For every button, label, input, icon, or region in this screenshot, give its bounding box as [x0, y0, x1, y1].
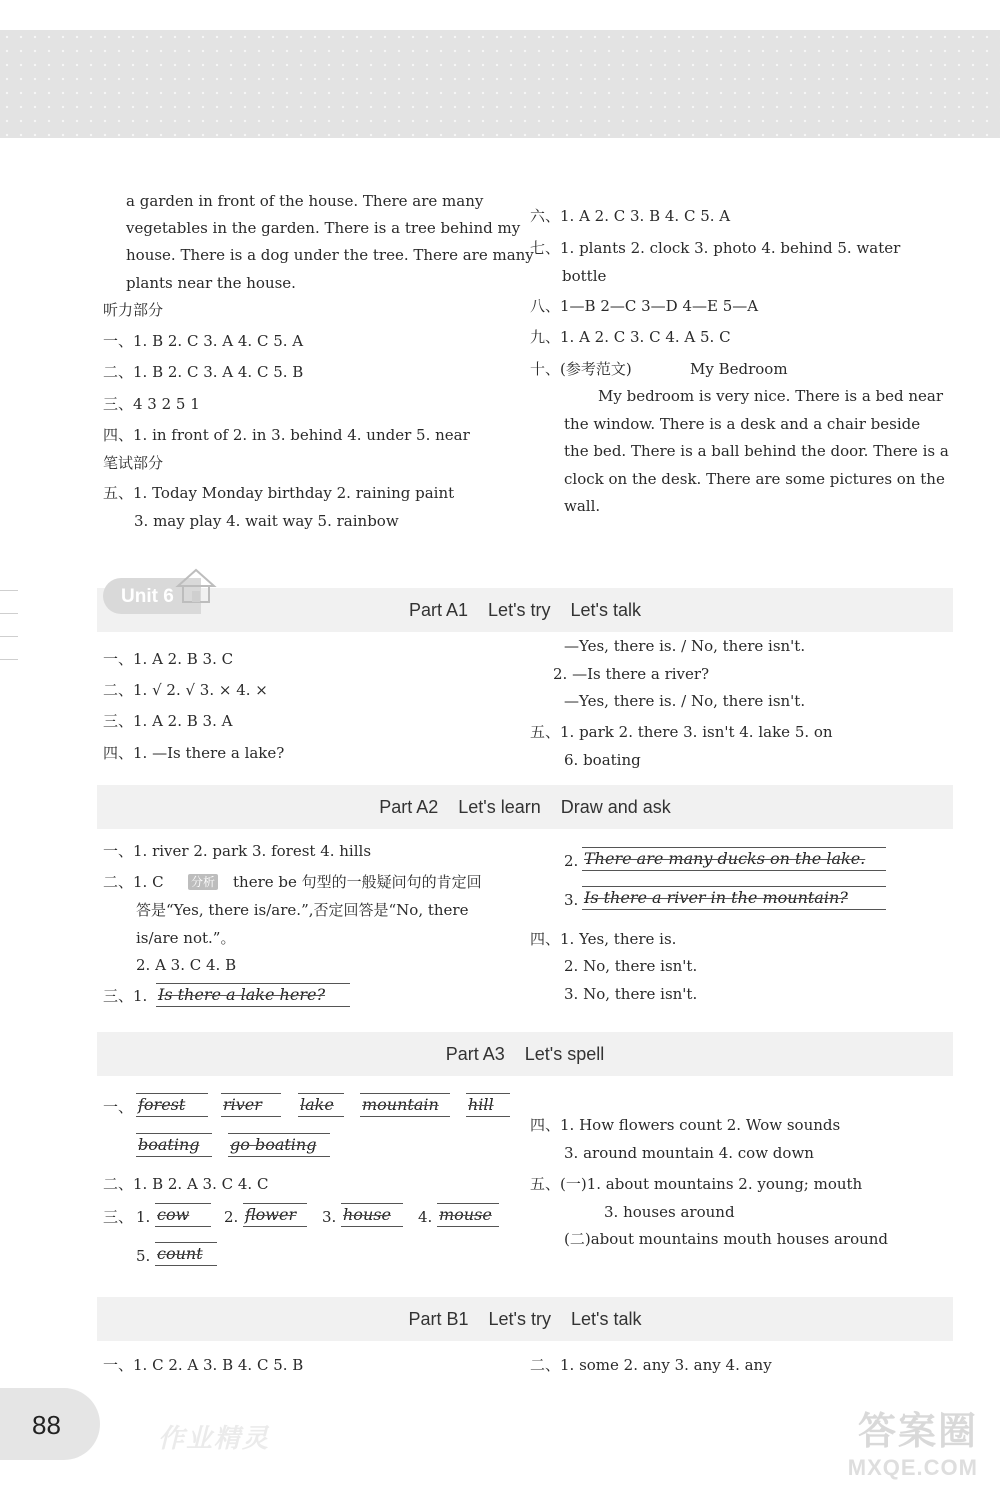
a3-q5-line3: (二)about mountains mouth houses around	[564, 1230, 889, 1248]
handwritten-answer: There are many ducks on the lake.	[582, 847, 886, 871]
part-a3-title-part: Part A3	[445, 1044, 505, 1064]
a3-q3-num: 2.	[224, 1208, 239, 1226]
a2-q2-text-3: is/are not.”。	[136, 929, 236, 947]
a3-q3-num: 3.	[322, 1208, 337, 1226]
part-a1-title-talk: Let's talk	[570, 600, 641, 620]
a1-r1: —Yes, there is. / No, there isn't.	[564, 637, 806, 655]
part-b1-title-part: Part B1	[408, 1309, 469, 1329]
a3-q4-line2: 3. around mountain 4. cow down	[564, 1144, 814, 1162]
part-b1-title-talk: Let's talk	[571, 1309, 642, 1329]
handwritten-word: mouse	[437, 1203, 499, 1227]
footer-brand: 作业精灵	[158, 1424, 271, 1454]
handwritten-word: boating	[136, 1133, 212, 1157]
a3-q1-label: 一、	[103, 1098, 134, 1116]
essay2-line-3: the bed. There is a ball behind the door. There is a	[564, 442, 949, 460]
part-a1-title	[97, 601, 953, 619]
part-a3-title	[97, 1045, 953, 1063]
handwritten-word: count	[155, 1242, 217, 1266]
essay-line-2: vegetables in the garden. There is a tree behind my	[126, 219, 521, 237]
answer-q7-line1: 七、1. plants 2. clock 3. photo 4. behind 5. water	[530, 239, 901, 257]
answer-q10-title: My Bedroom	[690, 360, 788, 378]
a3-q4-line1: 四、1. How flowers count 2. Wow sounds	[530, 1116, 841, 1134]
answer-q8: 八、1—B 2—C 3—D 4—E 5—A	[530, 297, 759, 315]
handwritten-word: cow	[155, 1203, 211, 1227]
a1-q3: 三、1. A 2. B 3. A	[103, 712, 233, 730]
handwritten-answer: Is there a river in the mountain?	[582, 886, 886, 910]
edge-marks	[0, 590, 24, 682]
unit-label: Unit 6	[121, 586, 174, 607]
analysis-tag: 分析	[188, 874, 218, 890]
header-decor-band	[0, 30, 1000, 138]
essay2-line-2: the window. There is a desk and a chair beside	[564, 415, 921, 433]
a1-q2: 二、1. √ 2. √ 3. × 4. ×	[103, 681, 268, 699]
answer-q7-line2: bottle	[562, 267, 607, 285]
a3-q3-num: 4.	[418, 1208, 433, 1226]
essay2-line-1: My bedroom is very nice. There is a bed near	[598, 387, 944, 405]
a2-q2-text-2: 答是“Yes, there is/are.”,否定回答是“No, there	[136, 901, 469, 919]
listening-heading: 听力部分	[103, 301, 164, 319]
handwritten-word: forest	[136, 1093, 208, 1117]
part-a1-title-part: Part A1	[409, 600, 469, 620]
answer-q10-label: 十、(参考范文)	[530, 360, 632, 378]
listening-q4: 四、1. in front of 2. in 3. behind 4. under 5. near	[103, 426, 470, 444]
a1-q1: 一、1. A 2. B 3. C	[103, 650, 234, 668]
part-a2-title-learn: Let's learn	[458, 797, 541, 817]
essay2-line-5: wall.	[564, 497, 601, 515]
a3-q5-line2: 3. houses around	[604, 1203, 735, 1221]
watermark	[848, 1400, 978, 1481]
part-a1-title-try: Let's try	[488, 600, 551, 620]
a3-q3-label: 三、	[103, 1208, 134, 1226]
answer-q9: 九、1. A 2. C 3. C 4. A 5. C	[530, 328, 731, 346]
a1-q5-line2: 6. boating	[564, 751, 641, 769]
listening-q3: 三、4 3 2 5 1	[103, 395, 200, 413]
a1-q4: 四、1. —Is there a lake?	[103, 744, 285, 762]
part-a2-title-draw: Draw and ask	[560, 797, 671, 817]
a1-r2: 2. —Is there a river?	[553, 665, 710, 683]
a3-q5-line1: 五、(一)1. about mountains 2. young; mouth	[530, 1175, 863, 1193]
part-b1-title	[97, 1310, 953, 1328]
a2-q4-line3: 3. No, there isn't.	[564, 985, 698, 1003]
handwritten-answer: Is there a lake here?	[156, 983, 350, 1007]
essay-line-3: house. There is a dog under the tree. There are many	[126, 246, 534, 264]
handwritten-word: lake	[298, 1093, 344, 1117]
a1-q5-line1: 五、1. park 2. there 3. isn't 4. lake 5. on	[530, 723, 833, 741]
a2-q4-line2: 2. No, there isn't.	[564, 957, 698, 975]
writing-q5-line1: 五、1. Today Monday birthday 2. raining paint	[103, 484, 455, 502]
a2-q3-label: 三、1.	[103, 987, 148, 1005]
watermark-top: 答案圈	[857, 1409, 978, 1453]
handwritten-word: river	[221, 1093, 281, 1117]
a2-q2-text-1: there be 句型的一般疑问句的肯定回	[233, 873, 482, 891]
handwritten-word: hill	[466, 1093, 510, 1117]
b1-q2: 二、1. some 2. any 3. any 4. any	[530, 1356, 772, 1374]
a3-q3-num: 1.	[136, 1208, 151, 1226]
a2-q2b: 2. A 3. C 4. B	[136, 956, 237, 974]
essay2-line-4: clock on the desk. There are some pictures on the	[564, 470, 945, 488]
a2-q1: 一、1. river 2. park 3. forest 4. hills	[103, 842, 372, 860]
answer-q6: 六、1. A 2. C 3. B 4. C 5. A	[530, 207, 731, 225]
a2-q4-line1: 四、1. Yes, there is.	[530, 930, 677, 948]
listening-q2: 二、1. B 2. C 3. A 4. C 5. B	[103, 363, 304, 381]
a2-r2-label: 2.	[564, 852, 579, 870]
handwritten-word: go boating	[228, 1133, 330, 1157]
page-number: 88	[32, 1410, 61, 1440]
a2-r3-label: 3.	[564, 891, 579, 909]
watermark-bottom: MXQE.COM	[847, 1455, 978, 1480]
handwritten-word: mountain	[360, 1093, 450, 1117]
a1-r3: —Yes, there is. / No, there isn't.	[564, 692, 806, 710]
page-number-badge	[0, 1388, 100, 1460]
part-a3-title-spell: Let's spell	[524, 1044, 605, 1064]
essay-line-4: plants near the house.	[126, 274, 296, 292]
a2-q2-prefix: 二、1. C	[103, 873, 164, 891]
writing-heading: 笔试部分	[103, 454, 164, 472]
a3-q2: 二、1. B 2. A 3. C 4. C	[103, 1175, 269, 1193]
b1-q1: 一、1. C 2. A 3. B 4. C 5. B	[103, 1356, 304, 1374]
a3-q3-num: 5.	[136, 1247, 151, 1265]
part-a2-title	[97, 798, 953, 816]
part-a2-title-part: Part A2	[379, 797, 439, 817]
writing-q5-line2: 3. may play 4. wait way 5. rainbow	[134, 512, 399, 530]
handwritten-word: flower	[243, 1203, 307, 1227]
listening-q1: 一、1. B 2. C 3. A 4. C 5. A	[103, 332, 304, 350]
essay-line-1: a garden in front of the house. There are many	[126, 192, 484, 210]
part-b1-title-try: Let's try	[488, 1309, 551, 1329]
handwritten-word: house	[341, 1203, 403, 1227]
